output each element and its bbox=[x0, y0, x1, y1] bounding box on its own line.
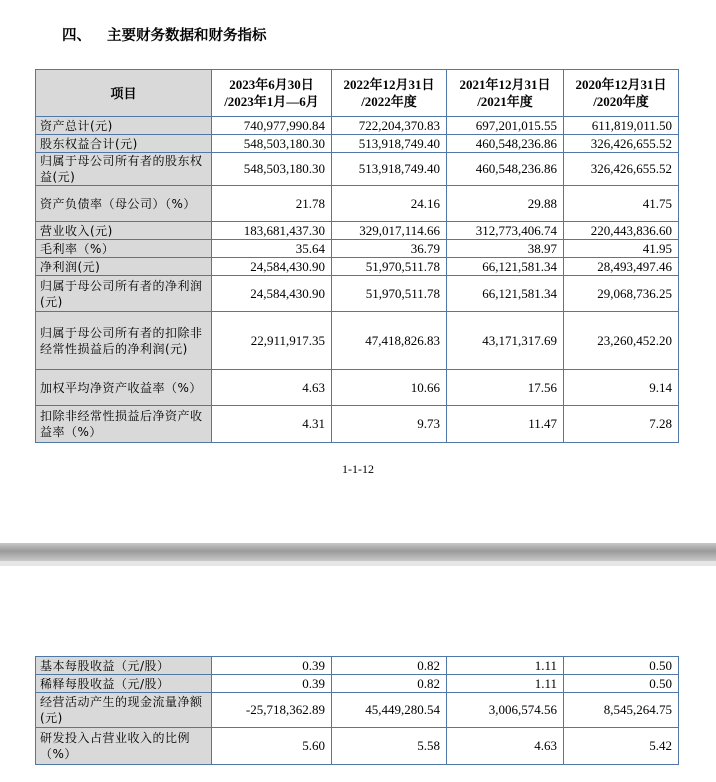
cell-value: 548,503,180.30 bbox=[212, 135, 332, 153]
table-row bbox=[36, 728, 679, 765]
header-2021: 2021年12月31日 /2021年度 bbox=[447, 70, 564, 117]
header-item: 项目 bbox=[36, 70, 212, 117]
table-row bbox=[36, 693, 679, 728]
cell-value: 9.14 bbox=[564, 370, 679, 406]
table-row bbox=[36, 312, 679, 370]
cell-value: 5.42 bbox=[564, 728, 679, 765]
cell-value: 460,548,236.86 bbox=[447, 135, 564, 153]
row-label: 股东权益合计(元) bbox=[36, 135, 212, 153]
page-separator-shadow bbox=[0, 561, 716, 566]
table-row bbox=[36, 406, 679, 443]
table-row bbox=[36, 135, 679, 153]
cell-value: 8,545,264.75 bbox=[564, 693, 679, 728]
table-row bbox=[36, 276, 679, 312]
row-label: 稀释每股收益（元/股） bbox=[36, 675, 212, 693]
header-2023h1: 2023年6月30日 /2023年1月—6月 bbox=[212, 70, 332, 117]
cell-value: 41.75 bbox=[564, 186, 679, 222]
cell-value: 0.50 bbox=[564, 675, 679, 693]
cell-value: 0.82 bbox=[332, 675, 447, 693]
cell-value: 10.66 bbox=[332, 370, 447, 406]
page-separator bbox=[0, 543, 716, 561]
cell-value: 326,426,655.52 bbox=[564, 153, 679, 186]
cell-value: 183,681,437.30 bbox=[212, 222, 332, 240]
cell-value: 35.64 bbox=[212, 240, 332, 258]
cell-value: 1.11 bbox=[447, 657, 564, 675]
table-row bbox=[36, 258, 679, 276]
row-label: 营业收入(元) bbox=[36, 222, 212, 240]
row-label: 研发投入占营业收入的比例（%） bbox=[36, 728, 212, 765]
row-label: 基本每股收益（元/股） bbox=[36, 657, 212, 675]
table-body bbox=[36, 117, 679, 443]
table-row bbox=[36, 240, 679, 258]
cell-value: 21.78 bbox=[212, 186, 332, 222]
table-row bbox=[36, 657, 679, 675]
page-number: 1-1-12 bbox=[342, 462, 374, 476]
cell-value: 7.28 bbox=[564, 406, 679, 443]
header-2020: 2020年12月31日 /2020年度 bbox=[564, 70, 679, 117]
cell-value: 5.58 bbox=[332, 728, 447, 765]
row-label: 归属于母公司所有者的净利润(元) bbox=[36, 276, 212, 312]
cell-value: 513,918,749.40 bbox=[332, 135, 447, 153]
table-row bbox=[36, 370, 679, 406]
row-label: 资产总计(元) bbox=[36, 117, 212, 135]
cell-value: 0.82 bbox=[332, 657, 447, 675]
cell-value: 513,918,749.40 bbox=[332, 153, 447, 186]
cell-value: 41.95 bbox=[564, 240, 679, 258]
financial-data-table-continued bbox=[35, 656, 679, 765]
cell-value: 0.39 bbox=[212, 675, 332, 693]
cell-value: 38.97 bbox=[447, 240, 564, 258]
cell-value: 11.47 bbox=[447, 406, 564, 443]
cell-value: 548,503,180.30 bbox=[212, 153, 332, 186]
section-number: 四、 bbox=[62, 28, 91, 44]
row-label: 毛利率（%） bbox=[36, 240, 212, 258]
cell-value: 45,449,280.54 bbox=[332, 693, 447, 728]
cell-value: 0.50 bbox=[564, 657, 679, 675]
section-heading bbox=[62, 24, 267, 45]
cell-value: 36.79 bbox=[332, 240, 447, 258]
cell-value: 29,068,736.25 bbox=[564, 276, 679, 312]
cell-value: 66,121,581.34 bbox=[447, 258, 564, 276]
table-row bbox=[36, 117, 679, 135]
cell-value: 5.60 bbox=[212, 728, 332, 765]
cell-value: 329,017,114.66 bbox=[332, 222, 447, 240]
row-label: 归属于母公司所有者的股东权益(元) bbox=[36, 153, 212, 186]
cell-value: 51,970,511.78 bbox=[332, 258, 447, 276]
financial-data-table bbox=[35, 69, 679, 443]
table-row bbox=[36, 675, 679, 693]
row-label: 扣除非经常性损益后净资产收益率（%） bbox=[36, 406, 212, 443]
row-label: 经营活动产生的现金流量净额(元) bbox=[36, 693, 212, 728]
cell-value: 740,977,990.84 bbox=[212, 117, 332, 135]
cell-value: 24.16 bbox=[332, 186, 447, 222]
cell-value: 722,204,370.83 bbox=[332, 117, 447, 135]
section-title: 主要财务数据和财务指标 bbox=[107, 28, 267, 44]
cell-value: 326,426,655.52 bbox=[564, 135, 679, 153]
cell-value: 460,548,236.86 bbox=[447, 153, 564, 186]
cell-value: 9.73 bbox=[332, 406, 447, 443]
cell-value: 51,970,511.78 bbox=[332, 276, 447, 312]
cell-value: 23,260,452.20 bbox=[564, 312, 679, 370]
cell-value: 22,911,917.35 bbox=[212, 312, 332, 370]
table-header-row bbox=[36, 70, 679, 117]
cell-value: 24,584,430.90 bbox=[212, 276, 332, 312]
cell-value: 4.63 bbox=[447, 728, 564, 765]
cell-value: 29.88 bbox=[447, 186, 564, 222]
row-label: 归属于母公司所有者的扣除非经常性损益后的净利润(元) bbox=[36, 312, 212, 370]
cell-value: 4.63 bbox=[212, 370, 332, 406]
cell-value: 28,493,497.46 bbox=[564, 258, 679, 276]
table-body bbox=[36, 657, 679, 765]
cell-value: 220,443,836.60 bbox=[564, 222, 679, 240]
cell-value: 312,773,406.74 bbox=[447, 222, 564, 240]
cell-value: 24,584,430.90 bbox=[212, 258, 332, 276]
row-label: 净利润(元) bbox=[36, 258, 212, 276]
cell-value: 43,171,317.69 bbox=[447, 312, 564, 370]
cell-value: -25,718,362.89 bbox=[212, 693, 332, 728]
header-2022: 2022年12月31日 /2022年度 bbox=[332, 70, 447, 117]
cell-value: 47,418,826.83 bbox=[332, 312, 447, 370]
cell-value: 697,201,015.55 bbox=[447, 117, 564, 135]
cell-value: 66,121,581.34 bbox=[447, 276, 564, 312]
cell-value: 1.11 bbox=[447, 675, 564, 693]
table-row bbox=[36, 153, 679, 186]
row-label: 加权平均净资产收益率（%） bbox=[36, 370, 212, 406]
table-row bbox=[36, 222, 679, 240]
cell-value: 611,819,011.50 bbox=[564, 117, 679, 135]
cell-value: 17.56 bbox=[447, 370, 564, 406]
cell-value: 3,006,574.56 bbox=[447, 693, 564, 728]
table-row bbox=[36, 186, 679, 222]
cell-value: 4.31 bbox=[212, 406, 332, 443]
cell-value: 0.39 bbox=[212, 657, 332, 675]
row-label: 资产负债率（母公司）（%） bbox=[36, 186, 212, 222]
